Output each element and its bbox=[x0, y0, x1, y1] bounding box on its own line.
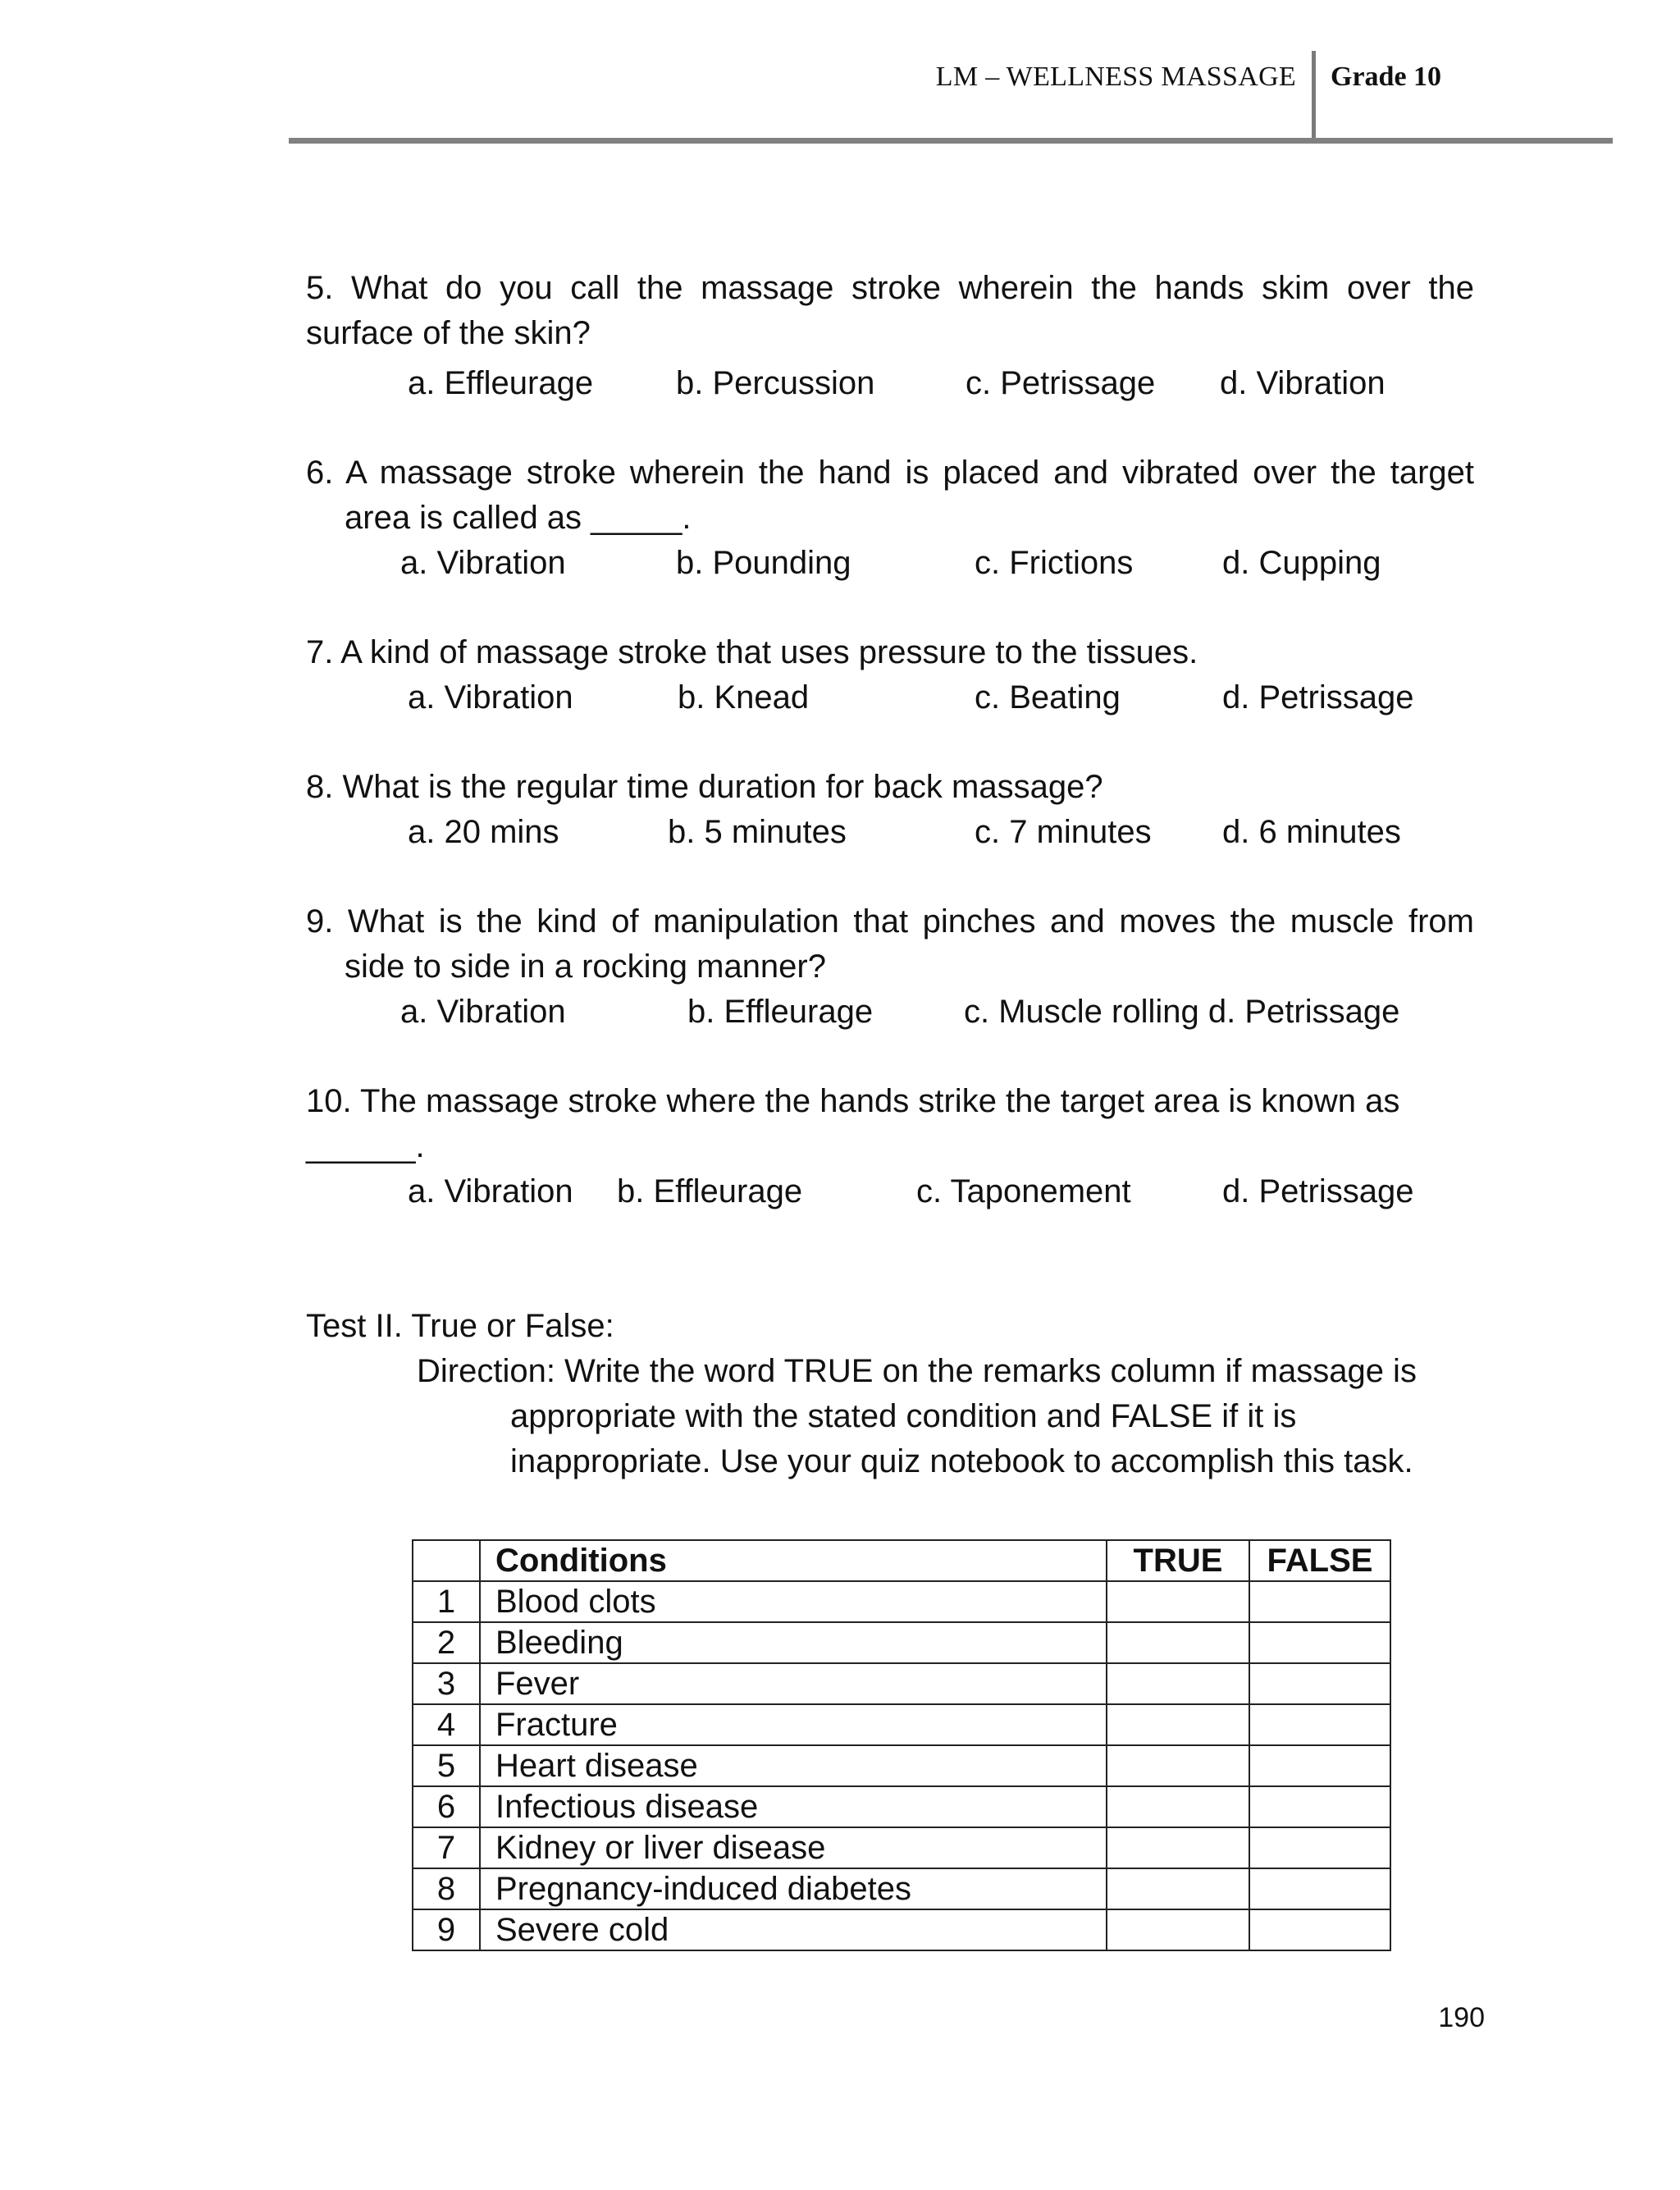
table-row bbox=[413, 1868, 1390, 1909]
question-5-option-a: a. Effleurage bbox=[408, 365, 594, 401]
question-7-option-c: c. Beating bbox=[975, 679, 1121, 716]
table-header-number bbox=[413, 1540, 480, 1581]
row-number: 2 bbox=[413, 1622, 480, 1663]
question-9-line-1: 9. What is the kind of manipulation that pinches and moves the muscle from bbox=[306, 903, 1474, 940]
question-6-option-b: b. Pounding bbox=[676, 545, 851, 581]
test-2-direction-line-1: Direction: Write the word TRUE on the remarks column if massage is bbox=[417, 1353, 1417, 1389]
question-8-option-d: d. 6 minutes bbox=[1222, 814, 1401, 850]
row-true-cell[interactable] bbox=[1107, 1786, 1249, 1827]
question-8-option-a: a. 20 mins bbox=[408, 814, 559, 850]
header-divider bbox=[1312, 51, 1316, 139]
question-7-option-d: d. Petrissage bbox=[1222, 679, 1414, 716]
table-row bbox=[413, 1786, 1390, 1827]
test-2-title: Test II. True or False: bbox=[306, 1308, 614, 1344]
table-header-true: TRUE bbox=[1107, 1540, 1249, 1581]
row-number: 5 bbox=[413, 1745, 480, 1786]
question-10-line-2: ______. bbox=[306, 1128, 425, 1164]
table-header-conditions: Conditions bbox=[480, 1540, 1107, 1581]
row-false-cell[interactable] bbox=[1249, 1704, 1390, 1745]
row-condition: Fracture bbox=[480, 1704, 1107, 1745]
row-number: 3 bbox=[413, 1663, 480, 1704]
table-header-row bbox=[413, 1540, 1390, 1581]
table-row bbox=[413, 1827, 1390, 1868]
row-number: 8 bbox=[413, 1868, 480, 1909]
question-6-line-1: 6. A massage stroke wherein the hand is placed and vibrated over the target bbox=[306, 455, 1474, 491]
row-number: 4 bbox=[413, 1704, 480, 1745]
page-number: 190 bbox=[1438, 2002, 1485, 2033]
test-2-direction-line-2: appropriate with the stated condition and FALSE if it is bbox=[510, 1398, 1297, 1434]
question-10-option-c: c. Taponement bbox=[916, 1173, 1131, 1209]
row-condition: Infectious disease bbox=[480, 1786, 1107, 1827]
question-9-option-a: a. Vibration bbox=[400, 994, 566, 1030]
question-9-option-b: b. Effleurage bbox=[687, 994, 874, 1030]
row-true-cell[interactable] bbox=[1107, 1581, 1249, 1622]
table-row bbox=[413, 1745, 1390, 1786]
question-8-option-c: c. 7 minutes bbox=[975, 814, 1152, 850]
question-8-option-b: b. 5 minutes bbox=[668, 814, 847, 850]
row-number: 7 bbox=[413, 1827, 480, 1868]
row-true-cell[interactable] bbox=[1107, 1868, 1249, 1909]
table-row bbox=[413, 1622, 1390, 1663]
question-10-option-b: b. Effleurage bbox=[617, 1173, 803, 1209]
header-rule bbox=[289, 138, 1613, 144]
question-5-option-b: b. Percussion bbox=[676, 365, 875, 401]
row-number: 9 bbox=[413, 1909, 480, 1950]
table-row bbox=[413, 1581, 1390, 1622]
question-7-option-a: a. Vibration bbox=[408, 679, 573, 716]
table-row bbox=[413, 1663, 1390, 1704]
table-header-false: FALSE bbox=[1249, 1540, 1390, 1581]
row-condition: Blood clots bbox=[480, 1581, 1107, 1622]
question-10-option-d: d. Petrissage bbox=[1222, 1173, 1414, 1209]
table-row bbox=[413, 1909, 1390, 1950]
row-false-cell[interactable] bbox=[1249, 1745, 1390, 1786]
question-5-option-c: c. Petrissage bbox=[966, 365, 1156, 401]
row-false-cell[interactable] bbox=[1249, 1622, 1390, 1663]
row-condition: Pregnancy-induced diabetes bbox=[480, 1868, 1107, 1909]
document-header-grade: Grade 10 bbox=[1331, 62, 1442, 92]
row-false-cell[interactable] bbox=[1249, 1581, 1390, 1622]
test-2-direction-line-3: inappropriate. Use your quiz notebook to accomplish this task. bbox=[510, 1443, 1413, 1479]
table-row bbox=[413, 1704, 1390, 1745]
row-false-cell[interactable] bbox=[1249, 1786, 1390, 1827]
row-condition: Bleeding bbox=[480, 1622, 1107, 1663]
question-6-option-c: c. Frictions bbox=[975, 545, 1134, 581]
conditions-table bbox=[412, 1539, 1391, 1951]
question-6-line-2: area is called as _____. bbox=[345, 500, 692, 536]
row-condition: Kidney or liver disease bbox=[480, 1827, 1107, 1868]
row-true-cell[interactable] bbox=[1107, 1827, 1249, 1868]
document-header-title: LM – WELLNESS MASSAGE bbox=[935, 62, 1296, 92]
row-condition: Fever bbox=[480, 1663, 1107, 1704]
row-true-cell[interactable] bbox=[1107, 1909, 1249, 1950]
row-number: 6 bbox=[413, 1786, 480, 1827]
question-9-option-c: c. Muscle rolling d. Petrissage bbox=[964, 994, 1400, 1030]
row-false-cell[interactable] bbox=[1249, 1663, 1390, 1704]
question-7-line-1: 7. A kind of massage stroke that uses pressure to the tissues. bbox=[306, 634, 1198, 670]
row-condition: Heart disease bbox=[480, 1745, 1107, 1786]
question-6-option-d: d. Cupping bbox=[1222, 545, 1381, 581]
row-true-cell[interactable] bbox=[1107, 1704, 1249, 1745]
question-10-option-a: a. Vibration bbox=[408, 1173, 573, 1209]
row-true-cell[interactable] bbox=[1107, 1745, 1249, 1786]
question-9-line-2: side to side in a rocking manner? bbox=[345, 949, 826, 985]
row-number: 1 bbox=[413, 1581, 480, 1622]
row-condition: Severe cold bbox=[480, 1909, 1107, 1950]
row-false-cell[interactable] bbox=[1249, 1827, 1390, 1868]
question-5-option-d: d. Vibration bbox=[1220, 365, 1386, 401]
row-false-cell[interactable] bbox=[1249, 1868, 1390, 1909]
row-true-cell[interactable] bbox=[1107, 1622, 1249, 1663]
question-6-option-a: a. Vibration bbox=[400, 545, 566, 581]
question-5-line-2: surface of the skin? bbox=[306, 315, 591, 351]
question-10-line-1: 10. The massage stroke where the hands strike the target area is known as bbox=[306, 1083, 1400, 1119]
question-8-line-1: 8. What is the regular time duration for back massage? bbox=[306, 769, 1103, 805]
row-false-cell[interactable] bbox=[1249, 1909, 1390, 1950]
question-5-line-1: 5. What do you call the massage stroke wherein the hands skim over the bbox=[306, 270, 1474, 306]
row-true-cell[interactable] bbox=[1107, 1663, 1249, 1704]
question-7-option-b: b. Knead bbox=[678, 679, 810, 716]
